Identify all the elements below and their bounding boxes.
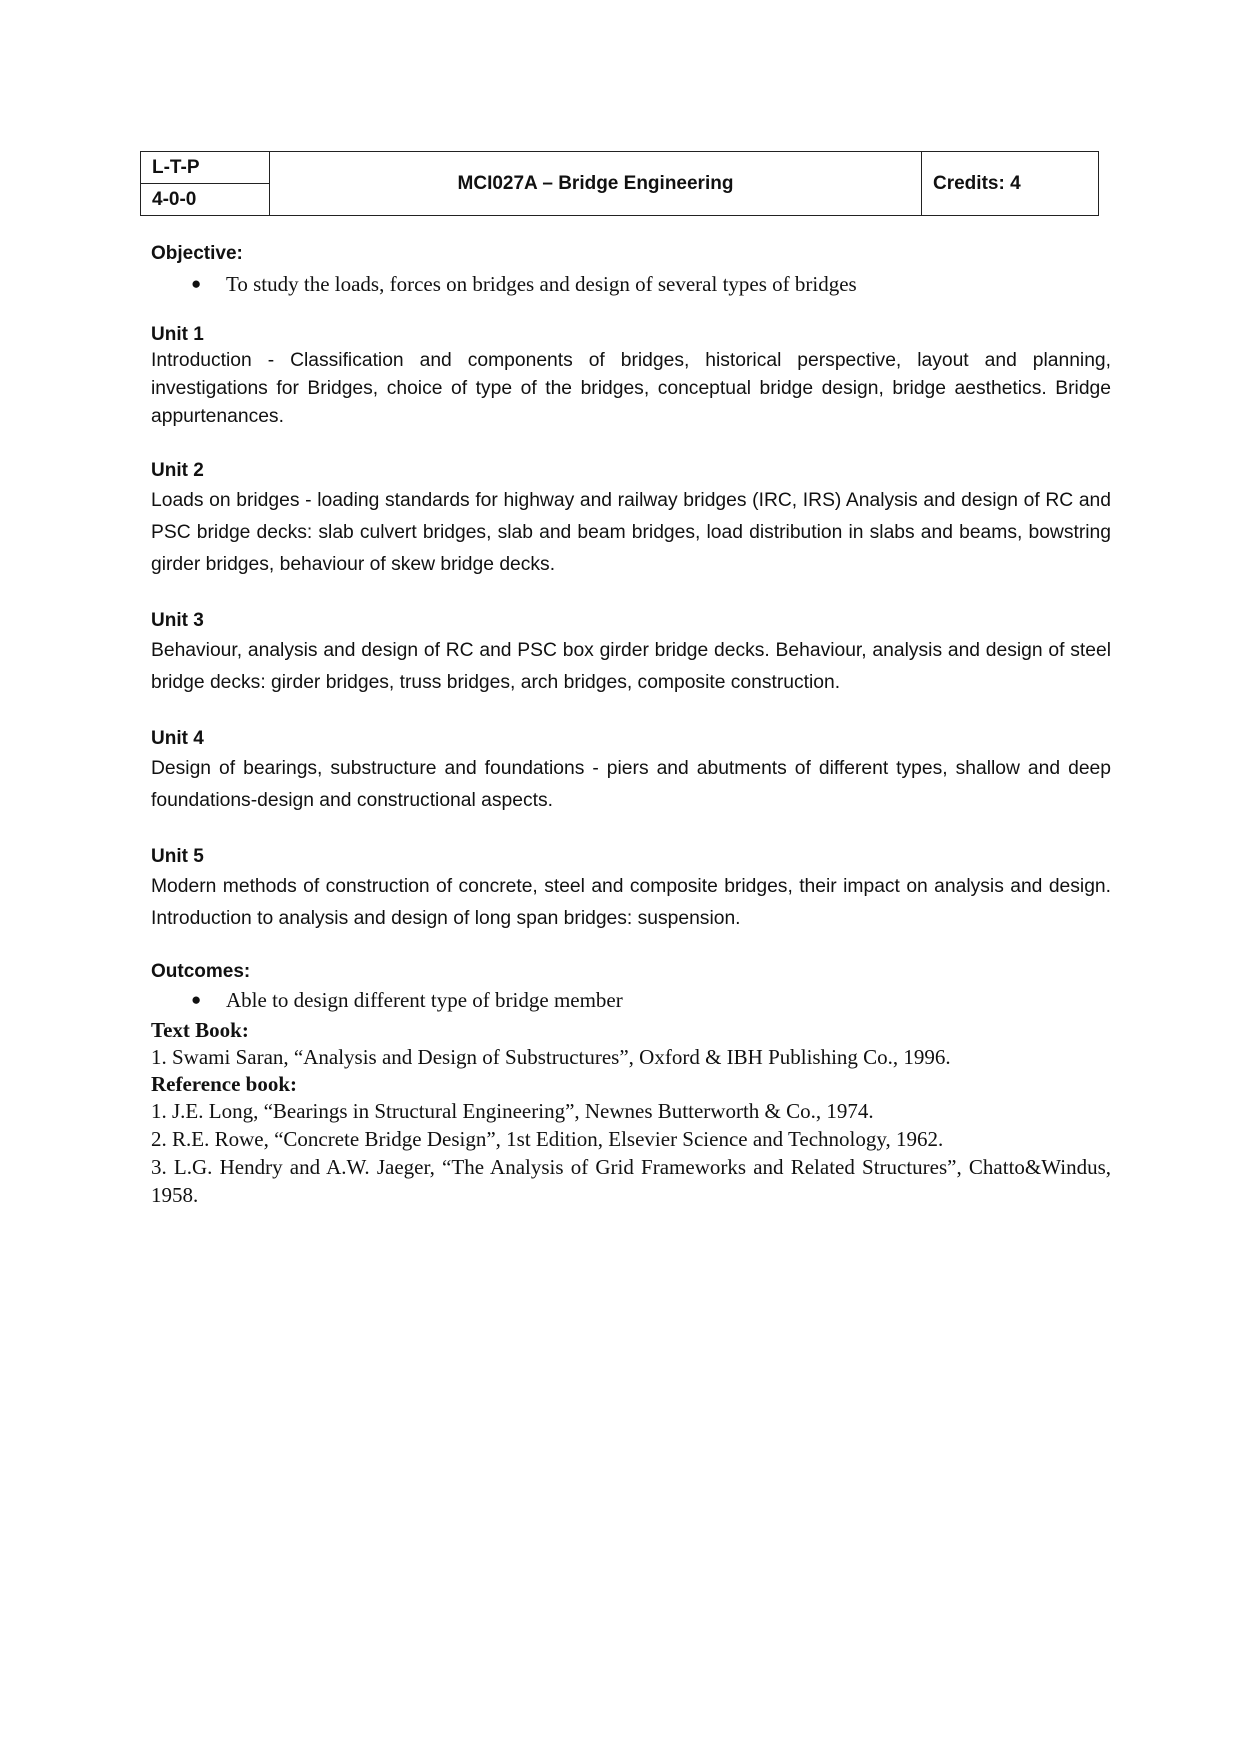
unit-3-text: Behaviour, analysis and design of RC and PSC box girder bridge decks. Behaviour, analysis and design of steel bridge decks: girder bridges, truss bridges, arch bridges, composite construction. <box>151 640 1111 693</box>
unit-5-text: Modern methods of construction of concrete, steel and composite bridges, their impact on analysis and design. Introduction to analysis and design of long span bridges: suspension. <box>151 876 1111 929</box>
text-book-item: 1. Swami Saran, “Analysis and Design of Substructures”, Oxford & IBH Publishing Co., 1996. <box>151 1045 951 1069</box>
outcomes-list <box>151 987 1111 1013</box>
outcomes-heading: Outcomes: <box>151 961 251 982</box>
objective-item: ● To study the loads, forces on bridges and design of several types of bridges <box>191 272 857 296</box>
reference-item-2: 2. R.E. Rowe, “Concrete Bridge Design”, 1st Edition, Elsevier Science and Technology, 1962. <box>151 1127 944 1151</box>
unit-5-title: Unit 5 <box>151 846 204 867</box>
ltp-value: 4-0-0 <box>141 184 270 216</box>
course-title: MCI027A – Bridge Engineering <box>270 152 922 216</box>
unit-2-text: Loads on bridges - loading standards for highway and railway bridges (IRC, IRS) Analysis and design of RC and PSC bridge decks: slab culvert bridges, slab and beam bridges, load distribution in slabs and beams, bowstring girder bridges, behaviour of skew bridge decks. <box>151 490 1111 575</box>
unit-2-title: Unit 2 <box>151 460 204 481</box>
outcome-item: ● Able to design different type of bridge member <box>191 988 623 1012</box>
unit-1-text: Introduction - Classification and components of bridges, historical perspective, layout and planning, investigations for Bridges, choice of type of the bridges, conceptual bridge design, bridge aesthetics. Bridge appurtenances. <box>151 350 1111 427</box>
objective-list <box>151 271 1111 297</box>
course-header-table <box>140 151 1099 216</box>
reference-item-3: 3. L.G. Hendry and A.W. Jaeger, “The Analysis of Grid Frameworks and Related Structures”, Chatto&Windus, 1958. <box>151 1155 1111 1207</box>
unit-1-title: Unit 1 <box>151 324 204 345</box>
bullet-icon: ● <box>191 990 202 1009</box>
reference-item-1: 1. J.E. Long, “Bearings in Structural Engineering”, Newnes Butterworth & Co., 1974. <box>151 1099 874 1123</box>
syllabus-page <box>151 151 1111 1209</box>
ltp-label: L-T-P <box>141 152 270 184</box>
text-book-heading: Text Book: <box>151 1018 249 1042</box>
unit-4-text: Design of bearings, substructure and foundations - piers and abutments of different types, shallow and deep foundations-design and constructional aspects. <box>151 758 1111 811</box>
unit-4-title: Unit 4 <box>151 728 204 749</box>
bullet-icon: ● <box>191 274 202 293</box>
unit-3-title: Unit 3 <box>151 610 204 631</box>
course-credits: Credits: 4 <box>922 152 1099 216</box>
reference-book-heading: Reference book: <box>151 1072 297 1096</box>
objective-heading: Objective: <box>151 243 243 264</box>
